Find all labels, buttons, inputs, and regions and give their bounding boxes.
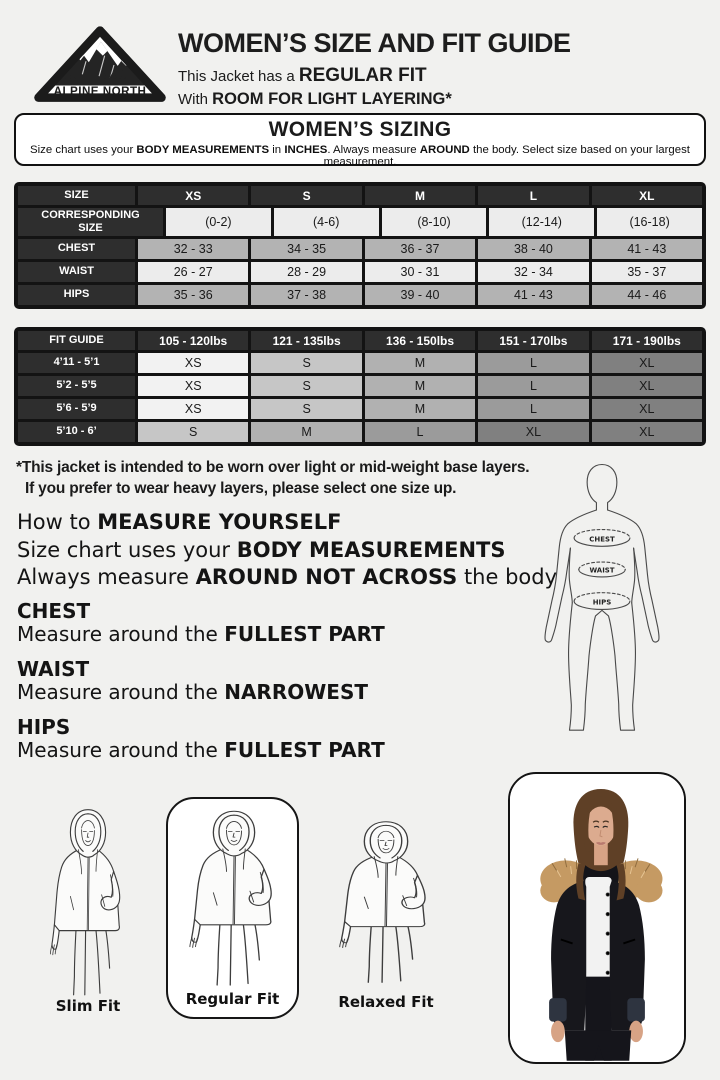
row-label: 5’10 - 6’ <box>18 422 135 442</box>
slim-fit-label: Slim Fit <box>55 997 121 1015</box>
table-cell: L <box>365 422 475 442</box>
layering-footnote <box>16 457 529 499</box>
table-cell: (12-14) <box>489 208 594 236</box>
table-row <box>18 239 702 259</box>
table-cell: S <box>138 422 248 442</box>
logo-text: ALPINE NORTH <box>53 84 147 98</box>
table-row <box>18 208 702 236</box>
row-label: 4’11 - 5’1 <box>18 353 135 373</box>
measure-line1: How to MEASURE YOURSELF <box>17 510 342 534</box>
column-header: XS <box>138 186 248 205</box>
table-row <box>18 376 702 396</box>
table-cell: (16-18) <box>597 208 702 236</box>
table-cell: 36 - 37 <box>365 239 475 259</box>
table-cell: S <box>251 376 361 396</box>
table-cell: (8-10) <box>382 208 487 236</box>
row-label: CORRESPONDING SIZE <box>18 208 163 236</box>
table-cell: 32 - 34 <box>478 262 588 282</box>
size-table-header-row <box>18 186 702 205</box>
diagram-chest-label: CHEST <box>589 535 615 544</box>
table-cell: M <box>251 422 361 442</box>
measure-line2: Size chart uses your BODY MEASUREMENTS <box>17 537 506 562</box>
column-header: 121 - 135lbs <box>251 331 361 350</box>
table-cell: (4-6) <box>274 208 379 236</box>
measure-line3: Always measure AROUND NOT ACROSS the body <box>17 565 558 589</box>
body-outline-icon <box>523 458 681 746</box>
chest-section-title: CHEST <box>17 599 91 623</box>
waist-section <box>17 658 385 704</box>
row-label: 5’2 - 5’5 <box>18 376 135 396</box>
table-cell: 35 - 36 <box>138 285 248 305</box>
table-cell: XS <box>138 353 248 373</box>
sizing-note: Size chart uses your BODY MEASUREMENTS in INCHES. Always measure AROUND the body. Select size based on your largest measurement. <box>30 144 690 168</box>
fit-guide-table <box>14 327 706 446</box>
table-cell: L <box>478 399 588 419</box>
column-header: XL <box>592 186 702 205</box>
table-cell: XL <box>592 353 702 373</box>
table-row <box>18 422 702 442</box>
table-cell: XS <box>138 376 248 396</box>
column-header: L <box>478 186 588 205</box>
mountain-badge-icon <box>30 24 170 106</box>
table-cell: XL <box>592 376 702 396</box>
waist-section-title: WAIST <box>17 657 90 681</box>
table-cell: M <box>365 399 475 419</box>
column-header: 171 - 190lbs <box>592 331 702 350</box>
model-photo-box <box>508 772 686 1064</box>
table-cell: 34 - 35 <box>251 239 361 259</box>
hips-section-desc: Measure around the FULLEST PART <box>17 738 385 762</box>
fit-table-header-row <box>18 331 702 350</box>
table-row <box>18 285 702 305</box>
table-cell: 44 - 46 <box>592 285 702 305</box>
table-row <box>18 399 702 419</box>
column-header: 105 - 120lbs <box>138 331 248 350</box>
page-title: WOMEN’S SIZE AND FIT GUIDE <box>178 28 571 58</box>
layering-subtitle: With ROOM FOR LIGHT LAYERING* <box>178 90 452 108</box>
row-label: CHEST <box>18 239 135 259</box>
table-cell: XL <box>592 422 702 442</box>
table-cell: 37 - 38 <box>251 285 361 305</box>
table-cell: 38 - 40 <box>478 239 588 259</box>
table-cell: 26 - 27 <box>138 262 248 282</box>
column-header: M <box>365 186 475 205</box>
alpine-north-logo <box>30 24 170 106</box>
table-cell: 32 - 33 <box>138 239 248 259</box>
regular-fit-label: Regular Fit <box>185 990 280 1008</box>
table-cell: XS <box>138 399 248 419</box>
table-cell: 41 - 43 <box>478 285 588 305</box>
footnote-line2: If you prefer to wear heavy layers, please select one size up. <box>25 480 457 497</box>
regular-fit-illustration <box>173 805 295 989</box>
relaxed-fit-illustration <box>322 816 450 986</box>
chest-section <box>17 600 385 646</box>
row-label: HIPS <box>18 285 135 305</box>
column-header: S <box>251 186 361 205</box>
table-cell: (0-2) <box>166 208 271 236</box>
column-header: 151 - 170lbs <box>478 331 588 350</box>
table-cell: 39 - 40 <box>365 285 475 305</box>
column-header: FIT GUIDE <box>18 331 135 350</box>
table-cell: 41 - 43 <box>592 239 702 259</box>
body-measurement-diagram <box>523 458 681 746</box>
model-photo <box>510 774 684 1062</box>
table-cell: L <box>478 353 588 373</box>
measurement-sections <box>17 600 385 774</box>
how-to-measure-block <box>17 509 557 592</box>
table-cell: 28 - 29 <box>251 262 361 282</box>
column-header: 136 - 150lbs <box>365 331 475 350</box>
diagram-waist-label: WAIST <box>589 566 615 575</box>
table-cell: XL <box>592 399 702 419</box>
table-row <box>18 353 702 373</box>
column-header: SIZE <box>18 186 135 205</box>
regular-fit-box <box>166 797 299 1019</box>
table-row <box>18 262 702 282</box>
relaxed-fit-label: Relaxed Fit <box>338 993 434 1011</box>
table-cell: M <box>365 376 475 396</box>
womens-sizing-title: WOMEN’S SIZING <box>268 118 452 141</box>
header-text-block <box>178 28 571 109</box>
size-table <box>14 182 706 309</box>
footnote-line1: *This jacket is intended to be worn over light or mid-weight base layers. <box>16 459 530 476</box>
chest-section-desc: Measure around the FULLEST PART <box>17 622 385 646</box>
table-cell: L <box>478 376 588 396</box>
hips-section-title: HIPS <box>17 715 71 739</box>
table-cell: XL <box>478 422 588 442</box>
table-cell: M <box>365 353 475 373</box>
row-label: 5’6 - 5’9 <box>18 399 135 419</box>
table-cell: 30 - 31 <box>365 262 475 282</box>
table-cell: 35 - 37 <box>592 262 702 282</box>
row-label: WAIST <box>18 262 135 282</box>
slim-fit-illustration <box>36 803 140 999</box>
womens-sizing-banner <box>14 113 706 166</box>
diagram-hips-label: HIPS <box>592 598 612 607</box>
waist-section-desc: Measure around the NARROWEST <box>17 680 369 704</box>
fit-subtitle: This Jacket has a REGULAR FIT <box>178 65 427 86</box>
table-cell: S <box>251 353 361 373</box>
table-cell: S <box>251 399 361 419</box>
hips-section <box>17 716 385 762</box>
